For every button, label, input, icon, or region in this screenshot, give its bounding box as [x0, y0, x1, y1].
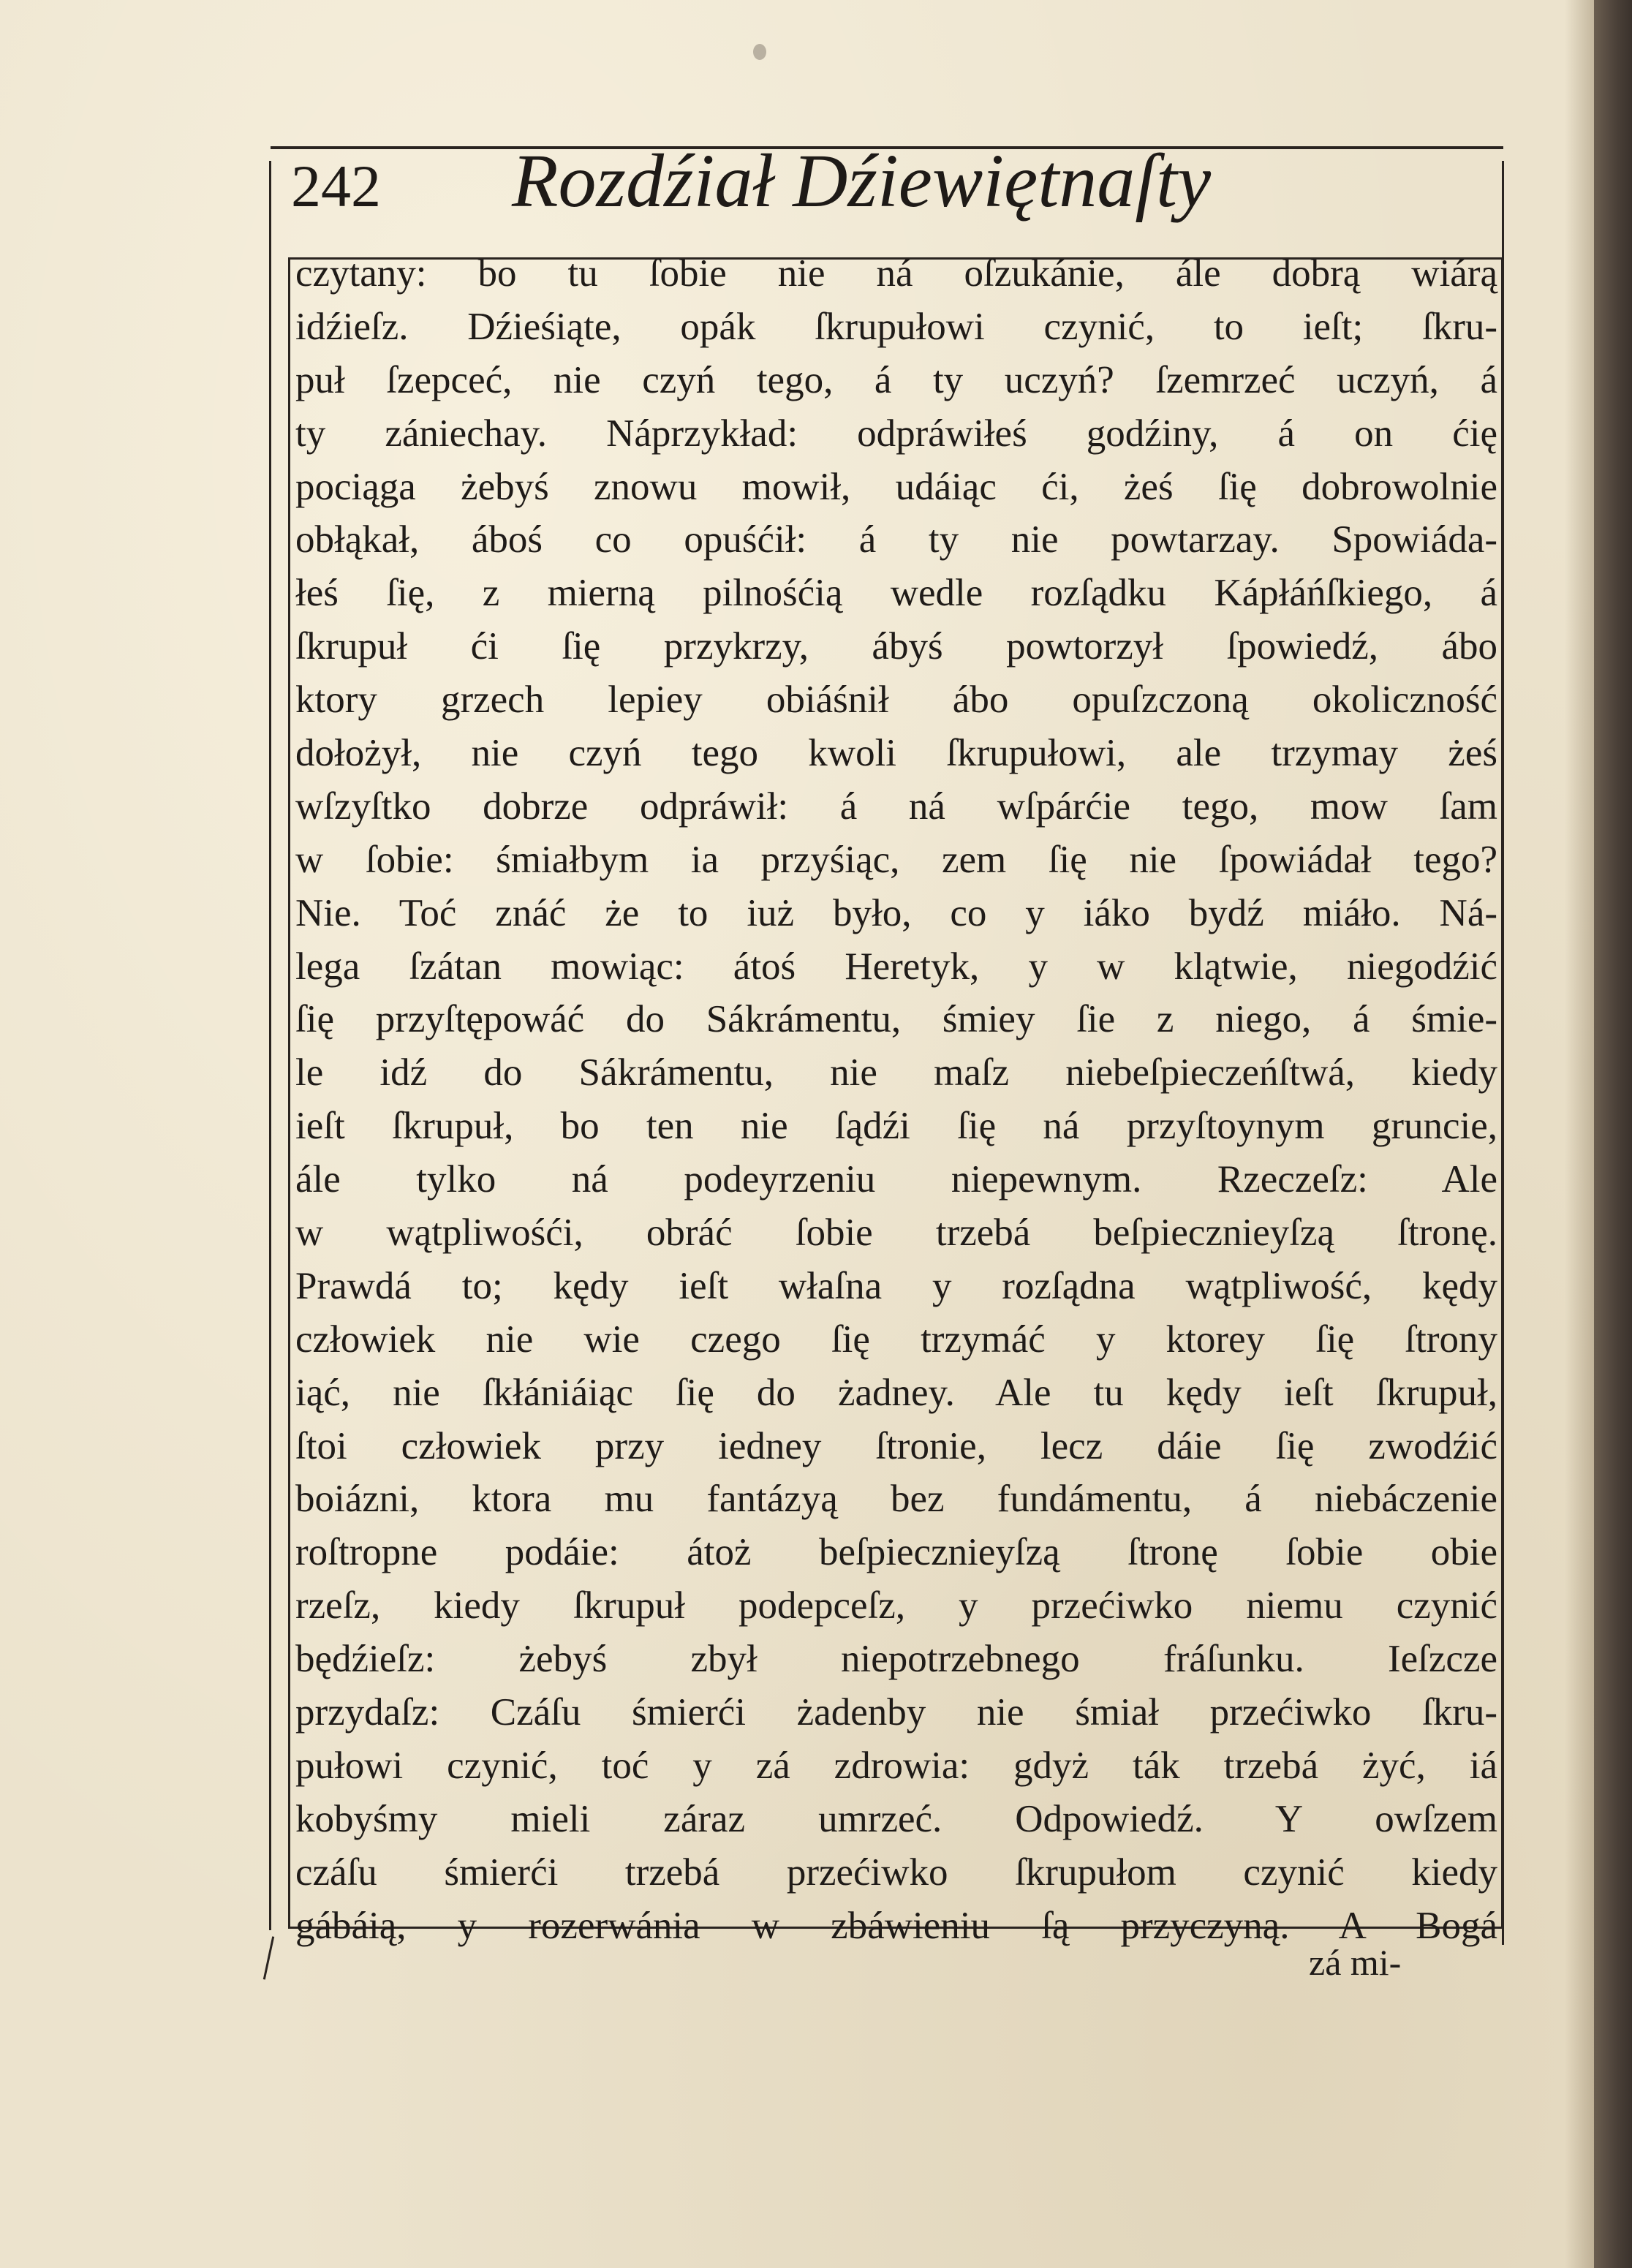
margin-mark [263, 1936, 274, 1979]
text-line: ſię przyſtępowáć do Sákrámentu, śmiey ſie z niego, á śmie- [295, 998, 1497, 1041]
book-edge [1594, 0, 1632, 2268]
text-line: będźieſz: żebyś zbył niepotrzebnego fráſunku. Ieſzcze [295, 1638, 1497, 1681]
text-line: lega ſzátan mowiąc: átoś Heretyk, y w klątwie, niegodźić [295, 945, 1497, 988]
text-line: Nie. Toć znáć że to iuż było, co y iáko bydź miáło. Ná- [295, 891, 1497, 934]
text-line: w ſobie: śmiałbym ia przyśiąc, zem ſię nie ſpowiádał tego? [295, 838, 1497, 881]
text-line: obłąkał, áboś co opuśćił: á ty nie powtarzay. Spowiáda- [295, 518, 1497, 562]
text-line: łeś ſię, z mierną pilnośćią wedle rozſądku Kápłáńſkiego, á [295, 572, 1497, 615]
running-head: Rozdźiał Dźiewiętnaſty [512, 139, 1212, 223]
text-line: w wątpliwośći, obráć ſobie trzebá beſpiecznieyſzą ſtronę. [295, 1212, 1497, 1255]
text-line: ty zániechay. Náprzykład: odpráwiłeś godźiny, á on ćię [295, 412, 1497, 455]
text-line: Prawdá to; kędy ieſt właſna y rozſądna wątpliwość, kędy [295, 1264, 1497, 1307]
text-line: ſkrupuł ći ſię przykrzy, ábyś powtorzył ſpowiedź, ábo [295, 625, 1497, 668]
text-line: idźieſz. Dźieśiąte, opák ſkrupułowi czynić, to ieſt; ſkru- [295, 305, 1497, 348]
text-line: iąć, nie ſkłániáiąc ſię do żadney. Ale tu kędy ieſt ſkrupuł, [295, 1371, 1497, 1414]
text-line: czáſu śmierći trzebá przećiwko ſkrupułom czynić kiedy [295, 1851, 1497, 1894]
left-margin-rule [269, 161, 271, 1930]
text-line: rzeſz, kiedy ſkrupuł podepceſz, y przećiwko niemu czynić [295, 1584, 1497, 1628]
text-line: le idź do Sákrámentu, nie maſz niebeſpieczeńſtwá, kiedy [295, 1051, 1497, 1095]
text-line: ále tylko ná podeyrzeniu niepewnym. Rzeczeſz: Ale [295, 1158, 1497, 1201]
page-number: 242 [291, 153, 381, 219]
text-line: ſtoi człowiek przy iedney ſtronie, lecz dáie ſię zwodźić [295, 1424, 1497, 1467]
text-line: dołożył, nie czyń tego kwoli ſkrupułowi, ale trzymay żeś [295, 732, 1497, 775]
text-line: ieſt ſkrupuł, bo ten nie ſądźi ſię ná przyſtoynym gruncie, [295, 1105, 1497, 1148]
text-line: przydaſz: Czáſu śmierći żadenby nie śmiał przećiwko ſkru- [295, 1691, 1497, 1734]
text-line: roſtropne podáie: átoż beſpiecznieyſzą ſtronę ſobie obie [295, 1531, 1497, 1574]
text-line: pociąga żebyś znowu mowił, udáiąc ći, żeś ſię dobrowolnie [295, 465, 1497, 508]
text-line: boiázni, ktora mu fantázyą bez fundámentu, á niebáczenie [295, 1478, 1497, 1521]
text-line: puł ſzepceć, nie czyń tego, á ty uczyń? ſzemrzeć uczyń, á [295, 358, 1497, 401]
paper-stain [753, 44, 766, 60]
catchword: zá mi- [1309, 1942, 1402, 1983]
text-line: ktory grzech lepiey obiáśnił ábo opuſzczoną okoliczność [295, 678, 1497, 722]
text-line: człowiek nie wie czego ſię trzymáć y ktorey ſię ſtrony [295, 1318, 1497, 1361]
text-line: wſzyſtko dobrze odpráwił: á ná wſpárćie tego, mow ſam [295, 785, 1497, 828]
text-line: kobyśmy mieli záraz umrzeć. Odpowiedź. Y owſzem [295, 1797, 1497, 1840]
body-text [295, 247, 1497, 1953]
text-line: pułowi czynić, toć y zá zdrowia: gdyż ták trzebá żyć, iá [295, 1744, 1497, 1787]
paper-gutter-shadow [1565, 0, 1594, 2268]
text-line: czytany: bo tu ſobie nie ná oſzukánie, ále dobrą wiárą [295, 252, 1497, 295]
text-line: gábáią, y rozerwánia w zbáwieniu ſą przyczyną. A Bogá [295, 1904, 1497, 1947]
